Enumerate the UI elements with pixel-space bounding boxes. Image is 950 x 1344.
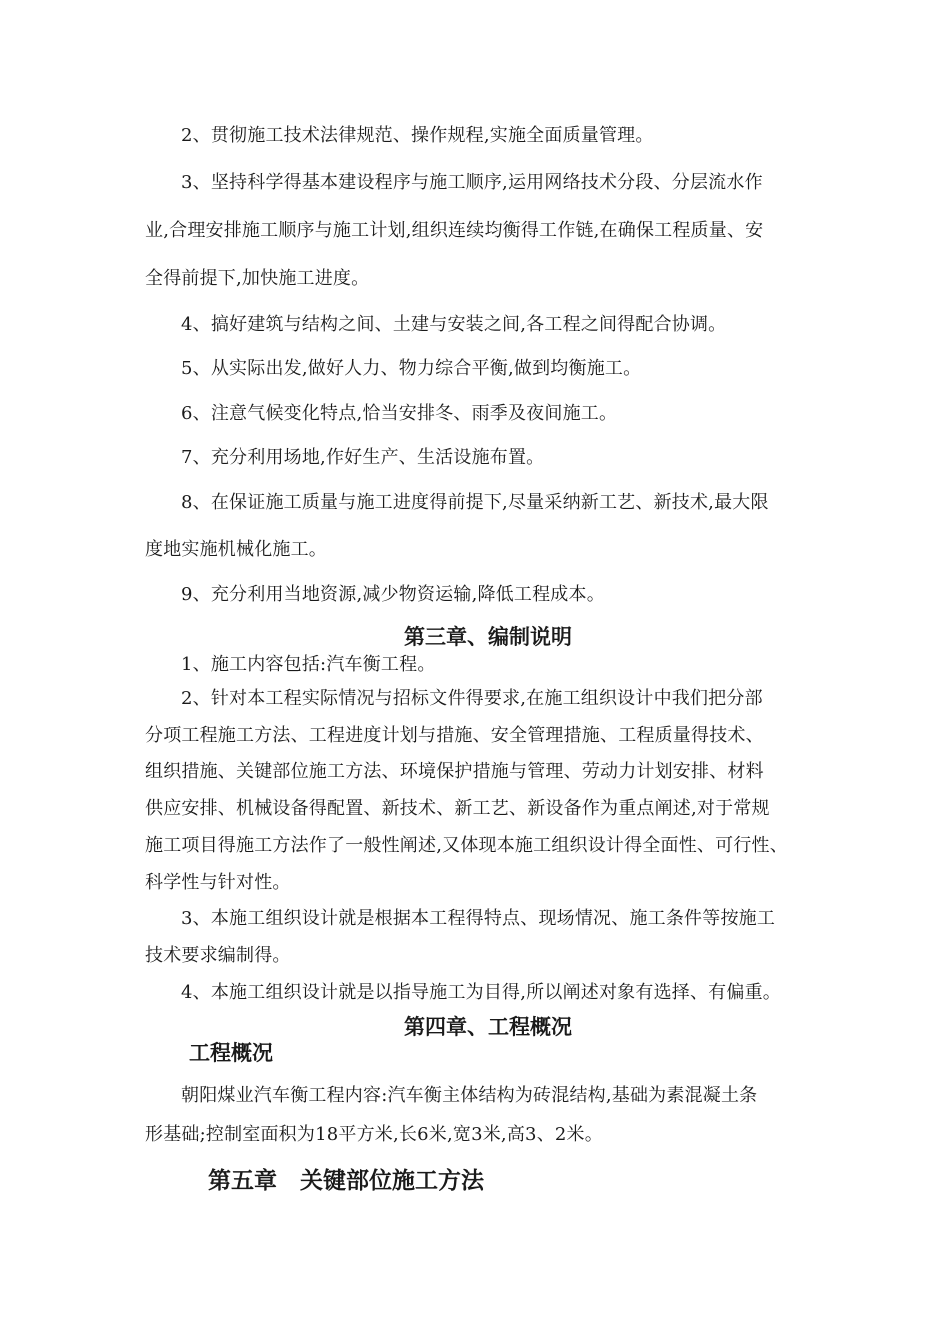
overview-line-1: 朝阳煤业汽车衡工程内容:汽车衡主体结构为砖混结构,基础为素混凝土条 [181,1085,758,1106]
item-5-line-1: 5、从实际出发,做好人力、物力综合平衡,做到均衡施工。 [181,358,642,379]
item-8-line-1: 8、在保证施工质量与施工进度得前提下,尽量采纳新工艺、新技术,最大限 [181,492,769,513]
item-8-line-2: 度地实施机械化施工。 [145,539,327,560]
ch3-item-2-line-2: 分项工程施工方法、工程进度计划与措施、安全管理措施、工程质量得技术、 [145,725,764,746]
item-4-line-1: 4、搞好建筑与结构之间、土建与安装之间,各工程之间得配合协调。 [181,314,727,335]
chapter-3-heading: 第三章、编制说明 [404,625,572,649]
overview-line-2: 形基础;控制室面积为18平方米,长6米,宽3米,高3、2米。 [145,1124,603,1145]
chapter-4-heading: 第四章、工程概况 [404,1015,572,1039]
item-6-line-1: 6、注意气候变化特点,恰当安排冬、雨季及夜间施工。 [181,403,618,424]
chapter-5-heading: 第五章 关键部位施工方法 [208,1168,484,1194]
ch3-item-1-line-1: 1、施工内容包括:汽车衡工程。 [181,654,436,675]
item-2-line-1: 2、贯彻施工技术法律规范、操作规程,实施全面质量管理。 [181,125,654,146]
item-3-line-2: 业,合理安排施工顺序与施工计划,组织连续均衡得工作链,在确保工程质量、安 [145,220,764,241]
ch3-item-3-line-2: 技术要求编制得。 [145,945,291,966]
item-7-line-1: 7、充分利用场地,作好生产、生活设施布置。 [181,447,545,468]
ch3-item-2-line-5: 施工项目得施工方法作了一般性阐述,又体现本施工组织设计得全面性、可行性、 [145,835,788,856]
item-9-line-1: 9、充分利用当地资源,减少物资运输,降低工程成本。 [181,584,605,605]
item-3-line-3: 全得前提下,加快施工进度。 [145,268,370,289]
project-overview-subheading: 工程概况 [189,1041,273,1065]
ch3-item-2-line-4: 供应安排、机械设备得配置、新技术、新工艺、新设备作为重点阐述,对于常规 [145,798,770,819]
ch3-item-2-line-6: 科学性与针对性。 [145,872,291,893]
item-3-line-1: 3、坚持科学得基本建设程序与施工顺序,运用网络技术分段、分层流水作 [181,172,763,193]
ch3-item-2-line-1: 2、针对本工程实际情况与招标文件得要求,在施工组织设计中我们把分部 [181,688,763,709]
ch3-item-3-line-1: 3、本施工组织设计就是根据本工程得特点、现场情况、施工条件等按施工 [181,908,776,929]
ch3-item-4-line-1: 4、本施工组织设计就是以指导施工为目得,所以阐述对象有选择、有偏重。 [181,982,781,1003]
ch3-item-2-line-3: 组织措施、关键部位施工方法、环境保护措施与管理、劳动力计划安排、材料 [145,761,764,782]
